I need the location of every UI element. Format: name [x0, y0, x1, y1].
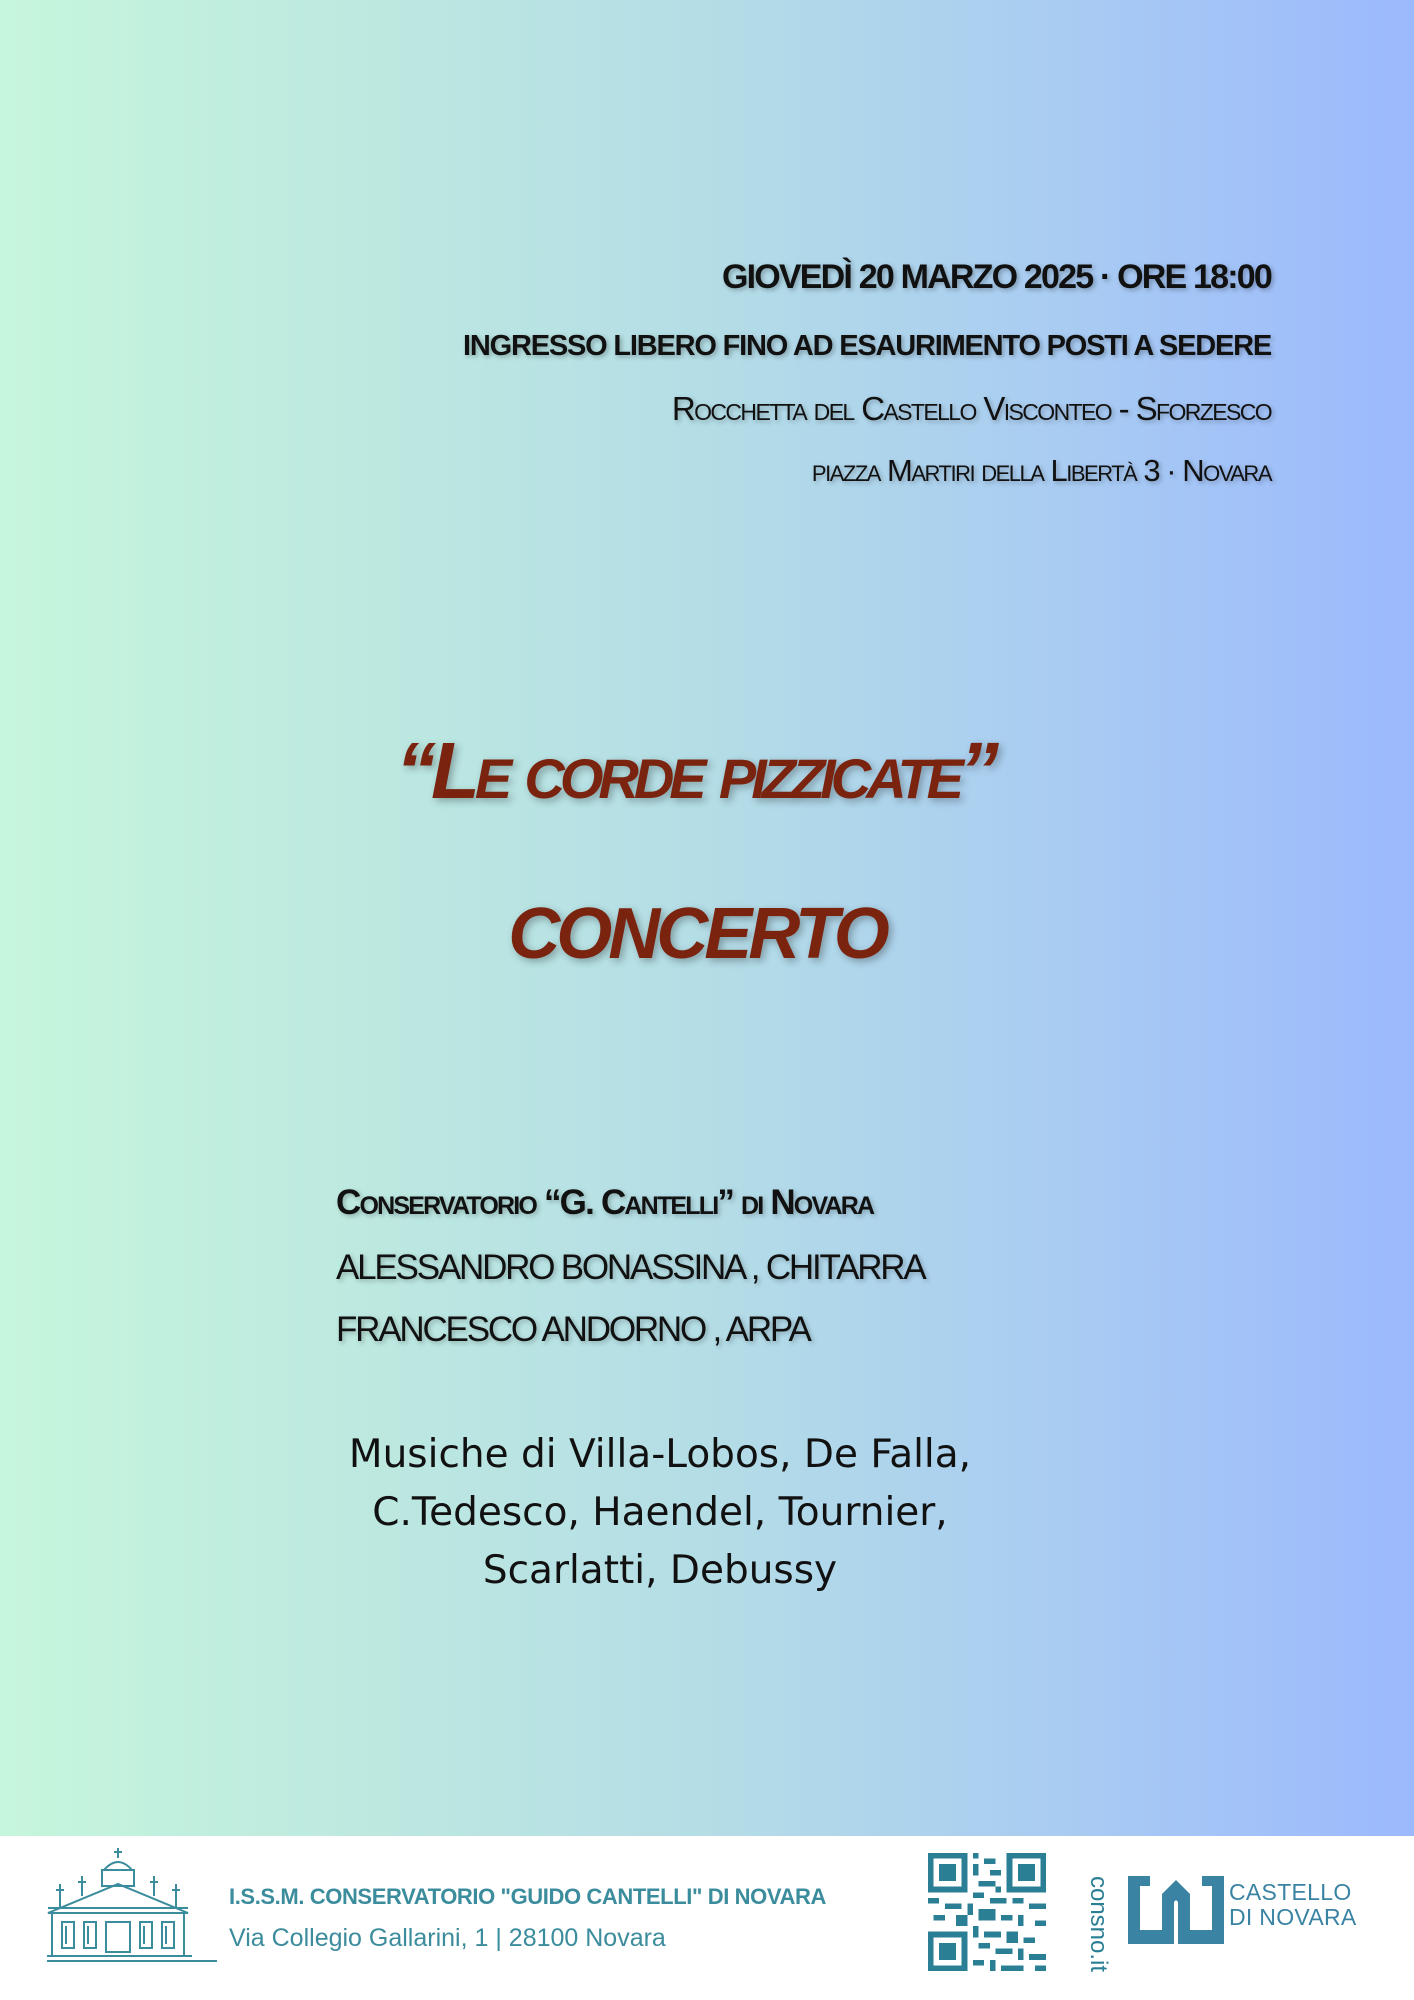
castle-logo-icon: [1128, 1868, 1224, 1948]
program-line: Musiche di Villa-Lobos, De Falla,: [348, 1432, 972, 1477]
event-address: piazza Martiri della Libertà 3 · Novara: [811, 453, 1271, 488]
event-date-time: GIOVEDÌ 20 MARZO 2025 · ORE 18:00: [721, 258, 1271, 296]
program-composers: [160, 1426, 1160, 1600]
event-venue: Rocchetta del Castello Visconteo - Sforzesco: [671, 390, 1271, 427]
conservatory-address: Via Collegio Gallarini, 1 | 28100 Novara: [229, 1924, 666, 1952]
castle-name-line1: CASTELLO: [1229, 1879, 1352, 1905]
event-entry-info: INGRESSO LIBERO FINO AD ESAURIMENTO POSTI A SEDERE: [463, 330, 1271, 362]
qr-url-label: consno.it: [1085, 1875, 1112, 1973]
performer-guitar: ALESSANDRO BONASSINA , CHITARRA: [336, 1248, 925, 1287]
castle-name: [1229, 1880, 1357, 1930]
concert-title: “Le corde pizzicate”: [395, 726, 995, 815]
castle-name-line2: DI NOVARA: [1229, 1904, 1357, 1930]
performer-harp: FRANCESCO ANDORNO , ARPA: [336, 1310, 810, 1349]
concert-subtitle: CONCERTO: [508, 894, 886, 974]
qr-code-icon: [928, 1853, 1046, 1971]
conservatory-name: I.S.S.M. CONSERVATORIO "GUIDO CANTELLI" DI NOVARA: [229, 1884, 826, 1909]
conservatory-building-icon: [42, 1848, 222, 1968]
program-line: C.Tedesco, Haendel, Tournier,: [372, 1490, 948, 1535]
performer-institution: Conservatorio “G. Cantelli” di Novara: [336, 1183, 874, 1222]
program-line: Scarlatti, Debussy: [482, 1548, 838, 1593]
